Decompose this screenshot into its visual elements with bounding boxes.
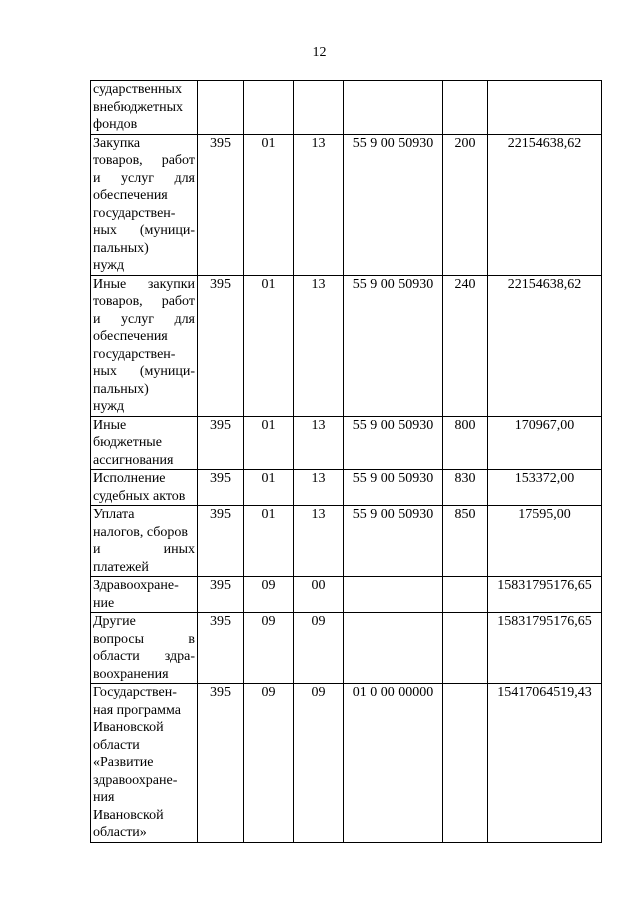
item-name-line: нужд	[93, 399, 125, 414]
table-row	[91, 684, 602, 843]
item-name-line: фондов	[93, 117, 138, 132]
cell-item-name	[91, 613, 198, 684]
item-name-line: ных (муници-	[93, 223, 195, 238]
cell-item-name	[91, 470, 198, 506]
cell-section-code: 09	[244, 684, 294, 843]
cell-target-code	[344, 81, 443, 135]
item-name-line: ная программа	[93, 702, 181, 718]
cell-item-name	[91, 134, 198, 275]
item-name-line: товаров, работ	[93, 153, 195, 168]
item-name-line: Закупка	[93, 135, 141, 151]
item-name-line: судебных актов	[93, 488, 186, 504]
cell-item-name	[91, 81, 198, 135]
cell-subsection-code: 13	[294, 275, 344, 416]
cell-target-code: 55 9 00 50930	[344, 134, 443, 275]
item-name-line: «Развитие	[93, 755, 154, 770]
item-name-line: внебюджетных	[93, 99, 184, 115]
budget-table	[90, 80, 602, 843]
cell-expense-type-code: 800	[443, 416, 488, 470]
item-name-line: Другие	[93, 614, 136, 629]
cell-amount: 22154638,62	[488, 275, 602, 416]
cell-gov-code: 395	[198, 134, 244, 275]
item-name-line: ние	[93, 595, 115, 611]
cell-gov-code: 395	[198, 506, 244, 577]
cell-target-code: 55 9 00 50930	[344, 470, 443, 506]
table-row	[91, 81, 602, 135]
item-name-line: Ивановской	[93, 807, 164, 823]
cell-target-code: 01 0 00 00000	[344, 684, 443, 843]
item-name-line: Государствен-	[93, 685, 177, 700]
cell-section-code: 01	[244, 416, 294, 470]
item-name-line: государствен-	[93, 205, 176, 221]
cell-amount: 22154638,62	[488, 134, 602, 275]
cell-gov-code: 395	[198, 613, 244, 684]
item-name-line: Исполнение	[93, 471, 166, 486]
cell-subsection-code: 09	[294, 684, 344, 843]
cell-subsection-code: 13	[294, 134, 344, 275]
cell-section-code: 09	[244, 613, 294, 684]
table-row	[91, 470, 602, 506]
item-name-line: и услуг для	[93, 311, 195, 327]
item-name-line: ния	[93, 790, 115, 805]
cell-item-name	[91, 275, 198, 416]
item-name-line: Иные	[93, 417, 127, 433]
cell-target-code: 55 9 00 50930	[344, 275, 443, 416]
item-name-line: Иные закупки	[93, 276, 195, 292]
item-name-line: платежей	[93, 559, 149, 575]
cell-target-code: 55 9 00 50930	[344, 416, 443, 470]
table-row	[91, 506, 602, 577]
item-name-line: обеспечения	[93, 188, 168, 203]
cell-amount: 15417064519,43	[488, 684, 602, 843]
item-name-line: области	[93, 737, 140, 753]
item-name-line: воохранения	[93, 666, 169, 682]
item-name-line: государствен-	[93, 346, 176, 362]
cell-item-name	[91, 416, 198, 470]
item-name-line: вопросы в	[93, 631, 195, 647]
cell-amount	[488, 81, 602, 135]
cell-amount: 15831795176,65	[488, 577, 602, 613]
cell-expense-type-code	[443, 613, 488, 684]
item-name-line: области здра-	[93, 649, 195, 664]
cell-expense-type-code: 830	[443, 470, 488, 506]
item-name-line: сударственных	[93, 82, 182, 97]
cell-gov-code: 395	[198, 684, 244, 843]
cell-gov-code: 395	[198, 470, 244, 506]
item-name-line: здравоохране-	[93, 772, 178, 788]
cell-subsection-code: 00	[294, 577, 344, 613]
cell-gov-code: 395	[198, 275, 244, 416]
item-name-line: обеспечения	[93, 329, 168, 344]
item-name-line: нужд	[93, 258, 125, 273]
item-name-line: и услуг для	[93, 170, 195, 186]
item-name-line: налогов, сборов	[93, 524, 188, 540]
table-row	[91, 416, 602, 470]
cell-expense-type-code	[443, 81, 488, 135]
table-row	[91, 134, 602, 275]
cell-expense-type-code: 240	[443, 275, 488, 416]
cell-target-code	[344, 613, 443, 684]
cell-amount: 170967,00	[488, 416, 602, 470]
item-name-line: Здравоохране-	[93, 578, 179, 593]
table-row	[91, 577, 602, 613]
cell-item-name	[91, 506, 198, 577]
cell-subsection-code: 09	[294, 613, 344, 684]
cell-amount: 17595,00	[488, 506, 602, 577]
item-name-line: пальных)	[93, 240, 149, 256]
table-row	[91, 613, 602, 684]
cell-amount: 15831795176,65	[488, 613, 602, 684]
cell-expense-type-code: 200	[443, 134, 488, 275]
cell-subsection-code	[294, 81, 344, 135]
item-name-line: области»	[93, 825, 147, 840]
cell-section-code	[244, 81, 294, 135]
cell-expense-type-code: 850	[443, 506, 488, 577]
cell-section-code: 01	[244, 275, 294, 416]
budget-table-body	[91, 81, 602, 843]
item-name-line: Ивановской	[93, 720, 164, 735]
item-name-line: ных (муници-	[93, 364, 195, 379]
item-name-line: бюджетные	[93, 435, 162, 450]
item-name-line: пальных)	[93, 381, 149, 397]
cell-expense-type-code	[443, 684, 488, 843]
cell-gov-code: 395	[198, 416, 244, 470]
page-number: 12	[312, 45, 327, 60]
cell-subsection-code: 13	[294, 470, 344, 506]
cell-section-code: 01	[244, 134, 294, 275]
cell-subsection-code: 13	[294, 506, 344, 577]
cell-subsection-code: 13	[294, 416, 344, 470]
item-name-line: Уплата	[93, 507, 135, 522]
cell-amount: 153372,00	[488, 470, 602, 506]
cell-target-code: 55 9 00 50930	[344, 506, 443, 577]
cell-section-code: 09	[244, 577, 294, 613]
cell-expense-type-code	[443, 577, 488, 613]
cell-item-name	[91, 684, 198, 843]
cell-item-name	[91, 577, 198, 613]
cell-gov-code	[198, 81, 244, 135]
item-name-line: ассигнования	[93, 452, 174, 468]
cell-section-code: 01	[244, 506, 294, 577]
item-name-line: товаров, работ	[93, 294, 195, 309]
cell-target-code	[344, 577, 443, 613]
cell-gov-code: 395	[198, 577, 244, 613]
cell-section-code: 01	[244, 470, 294, 506]
item-name-line: и иных	[93, 542, 195, 557]
table-row	[91, 275, 602, 416]
